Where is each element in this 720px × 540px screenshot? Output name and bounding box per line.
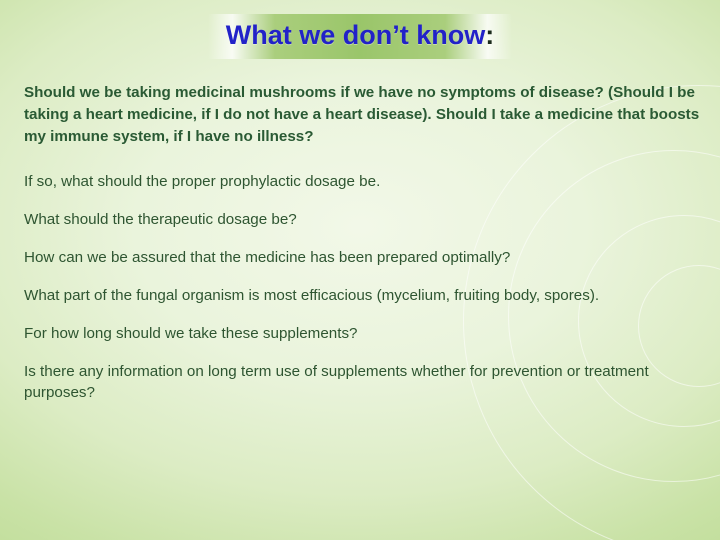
body-paragraph-2: If so, what should the proper prophylactic dosage be. <box>24 173 381 190</box>
page-title-text: What we don’t know <box>225 20 486 50</box>
page-title <box>226 20 494 50</box>
body-paragraph-6: For how long should we take these supplements? <box>24 325 358 342</box>
slide-body <box>24 82 700 420</box>
body-paragraph-1: Should we be taking medicinal mushrooms if we have no symptoms of disease? (Should I be taking a heart medicine, if I do not have a heart disease). Should I take a medicine that boosts my immune system, if I have no illness? <box>24 84 700 145</box>
body-paragraph-3: What should the therapeutic dosage be? <box>24 211 297 228</box>
body-paragraph-5: What part of the fungal organism is most efficacious (mycelium, fruiting body, spores). <box>24 287 600 304</box>
body-paragraph-4: How can we be assured that the medicine has been prepared optimally? <box>24 249 511 266</box>
slide-title-container <box>0 14 720 59</box>
body-paragraph-7: Is there any information on long term use of supplements whether for prevention or treatment purposes? <box>24 363 649 401</box>
page-title-colon: : <box>485 20 495 50</box>
title-highlight-band <box>208 14 512 59</box>
